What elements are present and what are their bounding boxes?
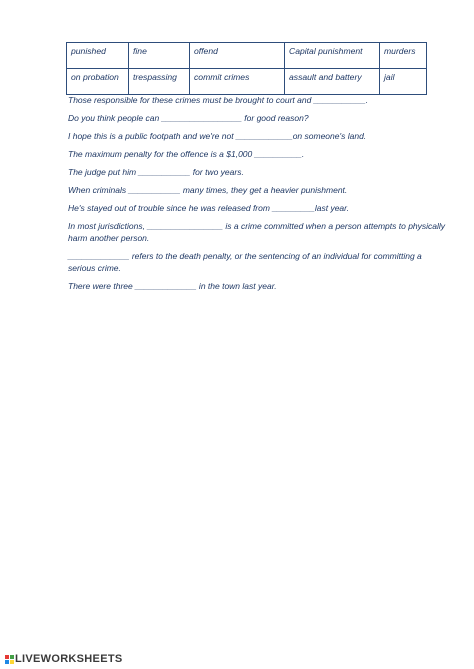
sentence-text: When criminals: [68, 185, 129, 195]
answer-blank[interactable]: ____________: [235, 131, 293, 141]
word-bank-cell: on probation: [67, 69, 129, 95]
sentence-text: .: [301, 149, 305, 159]
answer-blank[interactable]: _____________: [135, 281, 197, 291]
logo-square-green: [10, 655, 14, 659]
sentence-5: [68, 166, 448, 178]
sentence-text: many times, they get a heavier punishment.: [180, 185, 348, 195]
word-bank-cell: assault and battery: [285, 69, 380, 95]
sentence-text: Do you think people can: [68, 113, 162, 123]
word-bank-cell: murders: [380, 43, 427, 69]
sentence-text: Those responsible for these crimes must be brought to court and: [68, 95, 314, 105]
footer-brand[interactable]: [5, 653, 123, 665]
word-bank-row: [67, 69, 427, 95]
word-bank-cell: fine: [129, 43, 190, 69]
answer-blank[interactable]: _________: [272, 203, 315, 213]
sentence-text: There were three: [68, 281, 136, 291]
word-bank-cell: commit crimes: [190, 69, 285, 95]
sentence-1: [68, 94, 448, 106]
sentence-8: [68, 220, 448, 244]
word-bank-table: [66, 42, 427, 95]
answer-blank[interactable]: __________: [254, 149, 302, 159]
word-bank-cell: jail: [380, 69, 427, 95]
answer-blank[interactable]: _____________: [68, 251, 130, 261]
answer-blank[interactable]: ___________: [313, 95, 366, 105]
logo-square-red: [5, 655, 9, 659]
brand-name: LIVEWORKSHEETS: [15, 653, 123, 665]
sentence-text: is a crime committed when a person attempts to physically harm another person.: [68, 221, 448, 243]
sentence-2: [68, 112, 448, 124]
sentence-text: last year.: [314, 203, 350, 213]
word-bank-cell: punished: [67, 43, 129, 69]
sentence-text: on someone's land.: [292, 131, 367, 141]
word-bank-cell: Capital punishment: [285, 43, 380, 69]
sentence-text: for good reason?: [241, 113, 309, 123]
word-bank-cell: offend: [190, 43, 285, 69]
sentence-text: The maximum penalty for the offence is a $1,000: [68, 149, 255, 159]
answer-blank[interactable]: ___________: [138, 167, 191, 177]
sentence-text: .: [365, 95, 369, 105]
logo-square-yellow: [10, 660, 14, 664]
sentence-text: He's stayed out of trouble since he was released from: [68, 203, 273, 213]
sentence-text: refers to the death penalty, or the sentencing of an individual for committing a serious crime.: [68, 251, 425, 273]
word-bank-row: [67, 43, 427, 69]
sentence-4: [68, 148, 448, 160]
sentence-text: for two years.: [190, 167, 244, 177]
sentence-text: in the town last year.: [196, 281, 277, 291]
sentence-6: [68, 184, 448, 196]
word-bank-cell: trespassing: [129, 69, 190, 95]
sentence-text: In most jurisdictions,: [68, 221, 148, 231]
sentence-9: [68, 250, 448, 274]
sentence-text: I hope this is a public footpath and we're not: [68, 131, 236, 141]
sentence-10: [68, 280, 448, 292]
sentence-list: [68, 94, 448, 298]
answer-blank[interactable]: _________________: [161, 113, 242, 123]
sentence-7: [68, 202, 448, 214]
answer-blank[interactable]: ________________: [147, 221, 224, 231]
liveworksheets-logo-icon: [5, 655, 14, 664]
logo-square-blue: [5, 660, 9, 664]
sentence-3: [68, 130, 448, 142]
answer-blank[interactable]: ___________: [128, 185, 181, 195]
sentence-text: The judge put him: [68, 167, 139, 177]
